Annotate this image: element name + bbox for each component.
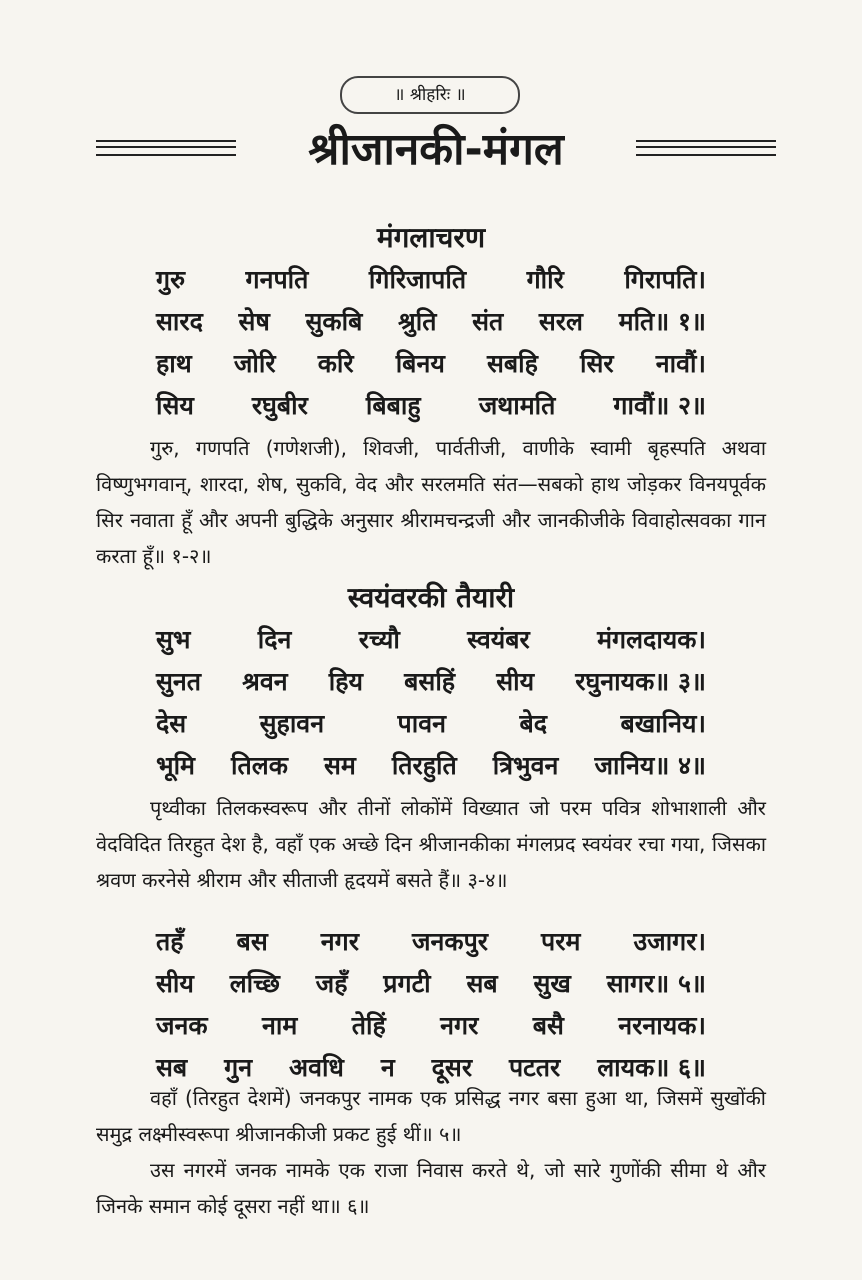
verse-word: जानिय॥ ४॥ bbox=[594, 751, 706, 780]
verse-word: बस bbox=[236, 927, 268, 956]
verse-word: श्रवन bbox=[242, 667, 288, 696]
verse-line bbox=[156, 746, 706, 784]
verse-word: नरनायक। bbox=[618, 1011, 706, 1040]
verse-word: नगर bbox=[320, 927, 359, 956]
verse-word: दिन bbox=[257, 625, 292, 654]
verse-word: गुरु bbox=[156, 265, 186, 294]
verse-word: तहँ bbox=[156, 927, 184, 956]
verse-word: रघुबीर bbox=[251, 391, 308, 420]
verse-word: रघुनायक॥ ३॥ bbox=[575, 667, 706, 696]
verse-word: दूसर bbox=[431, 1053, 473, 1082]
section-heading: मंगलाचरण bbox=[376, 221, 486, 254]
verse-word: गनपति bbox=[245, 265, 309, 294]
verse-word: रच्यौ bbox=[358, 625, 400, 654]
title-rule-left bbox=[96, 140, 236, 156]
verse-word: सबहि bbox=[486, 349, 538, 378]
verse-word: भूमि bbox=[156, 751, 196, 780]
verse-word: गुन bbox=[224, 1053, 253, 1082]
prose-translation bbox=[96, 790, 766, 898]
verse-word: सुख bbox=[533, 969, 571, 998]
verse-word: बेद bbox=[519, 709, 547, 738]
verse-word: सुकबि bbox=[305, 307, 363, 336]
verse-word: हिय bbox=[328, 667, 364, 696]
verse-word: संत bbox=[472, 307, 504, 336]
verse-word: गिरिजापति bbox=[368, 265, 467, 294]
verse-word: जनक bbox=[156, 1011, 208, 1040]
verse-line bbox=[156, 662, 706, 700]
verse-line bbox=[156, 302, 706, 340]
verse-word: श्रुति bbox=[398, 307, 437, 336]
prose-paragraph: उस नगरमें जनक नामके एक राजा निवास करते थे, जो सारे गुणोंकी सीमा थे और जिनके समान कोई दूसरा नहीं था॥ ६॥ bbox=[96, 1158, 766, 1218]
verse-word: तिलक bbox=[231, 751, 288, 780]
verse-word: बिबाहु bbox=[365, 391, 421, 420]
verse-word: परम bbox=[541, 927, 581, 956]
verse-word: हाथ bbox=[156, 349, 192, 378]
verse-line bbox=[156, 260, 706, 298]
verse-line bbox=[156, 704, 706, 742]
verse-word: करि bbox=[317, 349, 354, 378]
verse-word: सेष bbox=[238, 307, 270, 336]
verse-word: मति॥ १॥ bbox=[618, 307, 706, 336]
verse-word: त्रिभुवन bbox=[492, 751, 559, 780]
verse-word: उजागर। bbox=[633, 927, 706, 956]
verse-word: तेहिं bbox=[351, 1011, 386, 1040]
verse-line bbox=[156, 386, 706, 424]
verse-word: न bbox=[380, 1053, 395, 1082]
verse-word: जथामति bbox=[478, 391, 556, 420]
verse-word: तिरहुति bbox=[391, 751, 457, 780]
prose-translation bbox=[96, 1080, 766, 1224]
verse-word: गिरापति। bbox=[624, 265, 706, 294]
verse-word: प्रगटी bbox=[383, 969, 431, 998]
verse-word: सीय bbox=[496, 667, 535, 696]
verse-word: बखानिय। bbox=[620, 709, 706, 738]
verse-word: बसै bbox=[532, 1011, 564, 1040]
verse-word: नावौं। bbox=[655, 349, 706, 378]
verse-word: स्वयंबर bbox=[467, 625, 530, 654]
verse-word: देस bbox=[156, 709, 187, 738]
verse-line bbox=[156, 620, 706, 658]
verse-word: सिय bbox=[156, 391, 194, 420]
verse-line bbox=[156, 1006, 706, 1044]
verse-word: मंगलदायक। bbox=[597, 625, 706, 654]
verse-word: जनकपुर bbox=[411, 927, 489, 956]
verse-word: पावन bbox=[397, 709, 446, 738]
verse-word: सागर॥ ५॥ bbox=[606, 969, 706, 998]
verse-word: सब bbox=[466, 969, 498, 998]
verse-word: गावौं॥ २॥ bbox=[613, 391, 706, 420]
verse-line bbox=[156, 344, 706, 382]
prose-translation bbox=[96, 430, 766, 574]
verse-word: नगर bbox=[440, 1011, 479, 1040]
verse-word: बिनय bbox=[395, 349, 445, 378]
verse-word: सब bbox=[156, 1053, 188, 1082]
verse-word: जोरि bbox=[233, 349, 276, 378]
page-title: श्रीजानकी-मंगल bbox=[308, 124, 564, 175]
title-rule-right bbox=[636, 140, 776, 156]
verse-word: सुनत bbox=[156, 667, 202, 696]
verse-word: बसहिं bbox=[404, 667, 456, 696]
title-row bbox=[96, 118, 776, 188]
prose-paragraph: पृथ्वीका तिलकस्वरूप और तीनों लोकोंमें विख्यात जो परम पवित्र शोभाशाली और वेदविदित तिरहुत देश है, वहाँ एक अच्छे दिन श्रीजानकीका मंगलप्रद स्वयंवर रचा गया, जिसका श्रवण करनेसे श्रीराम और सीताजी हृदयमें बसते हैं॥ ३-४॥ bbox=[96, 796, 766, 892]
verse-word: अवधि bbox=[289, 1053, 344, 1082]
verse-word: सम bbox=[323, 751, 356, 780]
verse-word: लच्छि bbox=[229, 969, 280, 998]
section-heading: स्वयंवरकी तैयारी bbox=[347, 581, 515, 614]
verse-word: सिर bbox=[580, 349, 614, 378]
verse-word: नाम bbox=[262, 1011, 298, 1040]
verse-word: गौरि bbox=[526, 265, 564, 294]
verse-word: सारद bbox=[156, 307, 203, 336]
verse-word: जहँ bbox=[315, 969, 348, 998]
prose-paragraph: वहाँ (तिरहुत देशमें) जनकपुर नामक एक प्रसिद्ध नगर बसा हुआ था, जिसमें सुखोंकी समुद्र लक्ष्मीस्वरूपा श्रीजानकीजी प्रकट हुई थीं॥ ५॥ bbox=[96, 1086, 766, 1146]
verse-line bbox=[156, 922, 706, 960]
verse-word: सीय bbox=[156, 969, 194, 998]
verse-word: सरल bbox=[538, 307, 583, 336]
verse-word: सुभ bbox=[156, 625, 191, 654]
prose-paragraph: गुरु, गणपति (गणेशजी), शिवजी, पार्वतीजी, वाणीके स्वामी बृहस्पति अथवा विष्णुभगवान्, शारदा, शेष, सुकवि, वेद और सरलमति संत—सबको हाथ जोड़कर विनयपूर्वक सिर नवाता हूँ और अपनी बुद्धिके अनुसार श्रीरामचन्द्रजी और जानकीजीके विवाहोत्सवका गान करता हूँ॥ १-२॥ bbox=[96, 436, 766, 568]
page-header: ॥ श्रीहरिः ॥ bbox=[340, 76, 520, 114]
verse-word: लायक॥ ६॥ bbox=[597, 1053, 706, 1082]
verse-word: पटतर bbox=[508, 1053, 561, 1082]
verse-word: सुहावन bbox=[259, 709, 325, 738]
verse-line bbox=[156, 964, 706, 1002]
